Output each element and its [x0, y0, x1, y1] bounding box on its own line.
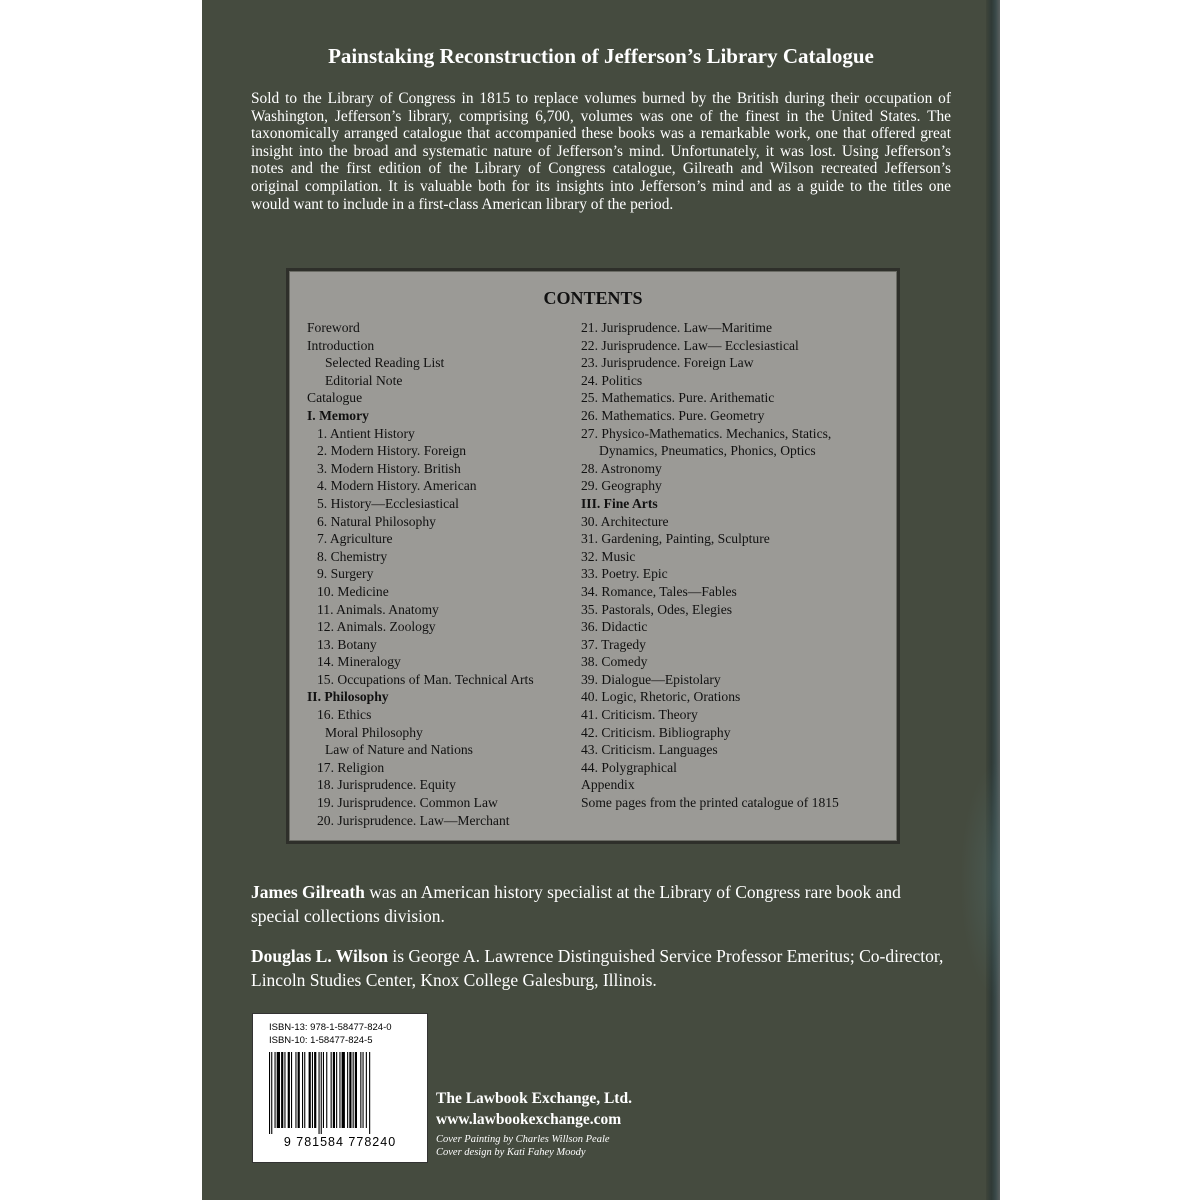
barcode-bar [363, 1052, 364, 1128]
barcode-bar [291, 1052, 292, 1128]
isbn-barcode-box [252, 1013, 428, 1163]
barcode-bar [309, 1052, 311, 1128]
contents-entry: 1. Antient History [317, 425, 415, 441]
publisher-name: The Lawbook Exchange, Ltd. [436, 1090, 632, 1107]
contents-entry: Moral Philosophy [325, 724, 423, 740]
barcode-bar [321, 1052, 322, 1134]
barcode-bar [331, 1052, 332, 1128]
barcode-bar [349, 1052, 351, 1128]
contents-entry: Catalogue [307, 390, 363, 406]
design-credit: Cover design by Kati Fahey Moody [436, 1147, 586, 1158]
contents-entry: 4. Modern History. American [317, 478, 477, 494]
isbn-13-label: ISBN-13: 978-1-58477-824-0 [269, 1022, 392, 1033]
contents-entry: 30. Architecture [581, 513, 669, 529]
barcode-bar [339, 1052, 340, 1128]
painting-credit: Cover Painting by Charles Willson Peale [436, 1134, 610, 1145]
contents-column-right [581, 319, 891, 812]
contents-entry: 24. Politics [581, 372, 643, 388]
barcode-bar [277, 1052, 280, 1128]
contents-entry: 19. Jurisprudence. Common Law [317, 795, 498, 811]
contents-entry: Foreword [307, 320, 360, 335]
barcode-bar [271, 1052, 272, 1134]
contents-entry: 35. Pastorals, Odes, Elegies [581, 601, 733, 617]
contents-entry: 12. Animals. Zoology [317, 619, 436, 635]
contents-entry: 27. Physico-Mathematics. Mechanics, Statics, [581, 425, 832, 441]
author-bio-gilreath [251, 880, 951, 928]
barcode-bar [302, 1052, 303, 1128]
contents-entry: 38. Comedy [581, 654, 648, 670]
barcode-bar [355, 1052, 357, 1128]
contents-entry: 9. Surgery [317, 566, 374, 582]
contents-entry: 10. Medicine [317, 583, 389, 599]
contents-section-heading: I. Memory [307, 407, 369, 423]
contents-entry: Appendix [581, 777, 635, 793]
contents-section-heading: III. Fine Arts [581, 495, 658, 511]
contents-entry: 44. Polygraphical [581, 759, 677, 775]
description-blurb: Sold to the Library of Congress in 1815 to replace volumes burned by the British during their occupation of Washington, Jefferson’s library, comprising 6,700, volumes was one of the finest in the United States. The taxonomically arranged catalogue that accompanied these books was a remarkable work, one that offered great insight into the broad and systematic nature of Jefferson’s mind. Unfortunately, it was lost. Using Jefferson’s notes and the first edition of the Library of Congress catalogue, Gilreath and Wilson recreated Jefferson’s original compilation. It is valuable both for its insights into Jefferson’s mind and as a guide to the titles one would want to include in a first-class American library of the period. [251, 90, 951, 213]
contents-entry: 31. Gardening, Painting, Sculpture [581, 531, 770, 547]
contents-entry: Editorial Note [325, 372, 403, 388]
contents-entry: 41. Criticism. Theory [581, 707, 698, 723]
barcode-icon [267, 1052, 413, 1134]
contents-panel [286, 268, 900, 844]
barcode-bar [275, 1052, 276, 1128]
contents-entry: 42. Criticism. Bibliography [581, 724, 731, 740]
contents-entry: 17. Religion [317, 759, 385, 775]
barcode-bar [347, 1052, 348, 1128]
contents-entry: 20. Jurisprudence. Law—Merchant [317, 812, 510, 828]
contents-entry: 18. Jurisprudence. Equity [317, 777, 456, 793]
barcode-bar [295, 1052, 296, 1128]
contents-entry: 34. Romance, Tales—Fables [581, 583, 737, 599]
cover-edge-highlight [960, 760, 1000, 1000]
contents-entry: 15. Occupations of Man. Technical Arts [317, 671, 534, 687]
contents-entry: 13. Botany [317, 636, 377, 652]
contents-entry: 28. Astronomy [581, 460, 662, 476]
barcode-bar [319, 1052, 320, 1134]
author-bio-wilson [251, 944, 951, 992]
barcode-bar [288, 1052, 290, 1128]
author-name: James Gilreath [251, 882, 365, 902]
contents-entry: 7. Agriculture [317, 531, 393, 547]
contents-entry: 23. Jurisprudence. Foreign Law [581, 355, 754, 371]
barcode-bar [269, 1052, 270, 1134]
barcode-number: 9 781584 778240 [283, 1135, 397, 1149]
contents-entry: 37. Tragedy [581, 636, 646, 652]
barcode-bar [284, 1052, 285, 1128]
barcode-bar [314, 1052, 316, 1128]
barcode-bar [323, 1052, 324, 1128]
barcode-bar [298, 1052, 300, 1128]
contents-entry: Some pages from the printed catalogue of 1815 [581, 795, 839, 811]
contents-entry: 33. Poetry. Epic [581, 566, 668, 582]
contents-entry: 26. Mathematics. Pure. Geometry [581, 407, 765, 423]
isbn-10-label: ISBN-10: 1-58477-824-5 [269, 1035, 373, 1046]
barcode-bar [353, 1052, 354, 1128]
contents-entry: 21. Jurisprudence. Law—Maritime [581, 320, 773, 335]
contents-entry: Dynamics, Pneumatics, Phonics, Optics [599, 443, 816, 459]
contents-column-left [307, 319, 577, 829]
contents-heading: CONTENTS [543, 288, 643, 308]
contents-entry: Introduction [307, 337, 375, 353]
contents-entry: 36. Didactic [581, 619, 648, 635]
barcode-bar [369, 1052, 370, 1134]
barcode-bar [336, 1052, 337, 1128]
publisher-url: www.lawbookexchange.com [436, 1111, 622, 1128]
barcode-bar [312, 1052, 313, 1128]
contents-entry: 11. Animals. Anatomy [317, 601, 439, 617]
author-bio-text: was an American history specialist at the Library of Congress rare book and special collections division. [251, 882, 901, 926]
cover-headline: Painstaking Reconstruction of Jefferson’s Library Catalogue [328, 44, 874, 68]
barcode-bar [366, 1052, 367, 1128]
contents-entry: 8. Chemistry [317, 548, 388, 564]
author-name: Douglas L. Wilson [251, 946, 388, 966]
barcode-bar [360, 1052, 361, 1128]
barcode-bar [326, 1052, 327, 1128]
contents-entry: 2. Modern History. Foreign [317, 443, 467, 459]
contents-entry: 32. Music [581, 548, 636, 564]
contents-entry: 3. Modern History. British [317, 460, 461, 476]
barcode-bar [342, 1052, 345, 1128]
contents-entry: 16. Ethics [317, 707, 372, 723]
contents-entry: 40. Logic, Rhetoric, Orations [581, 689, 741, 705]
contents-entry: Selected Reading List [325, 355, 445, 371]
contents-entry: 25. Mathematics. Pure. Arithematic [581, 390, 775, 406]
contents-entry: 14. Mineralogy [317, 654, 401, 670]
barcode-bar [281, 1052, 283, 1128]
contents-section-heading: II. Philosophy [307, 689, 389, 705]
contents-entry: 43. Criticism. Languages [581, 742, 718, 758]
contents-entry: 29. Geography [581, 478, 662, 494]
cover-spine-edge [986, 0, 1000, 1200]
contents-entry: 22. Jurisprudence. Law— Ecclesiastical [581, 337, 799, 353]
author-bio-text: is George A. Lawrence Distinguished Service Professor Emeritus; Co-director, Lincoln Studies Center, Knox College Galesburg, Illinois. [251, 946, 944, 990]
contents-entry: 6. Natural Philosophy [317, 513, 436, 529]
contents-entry: 39. Dialogue—Epistolary [581, 671, 721, 687]
barcode-bar [304, 1052, 305, 1128]
barcode-bar [333, 1052, 335, 1128]
contents-entry: Law of Nature and Nations [325, 742, 473, 758]
contents-entry: 5. History—Ecclesiastical [317, 495, 459, 511]
